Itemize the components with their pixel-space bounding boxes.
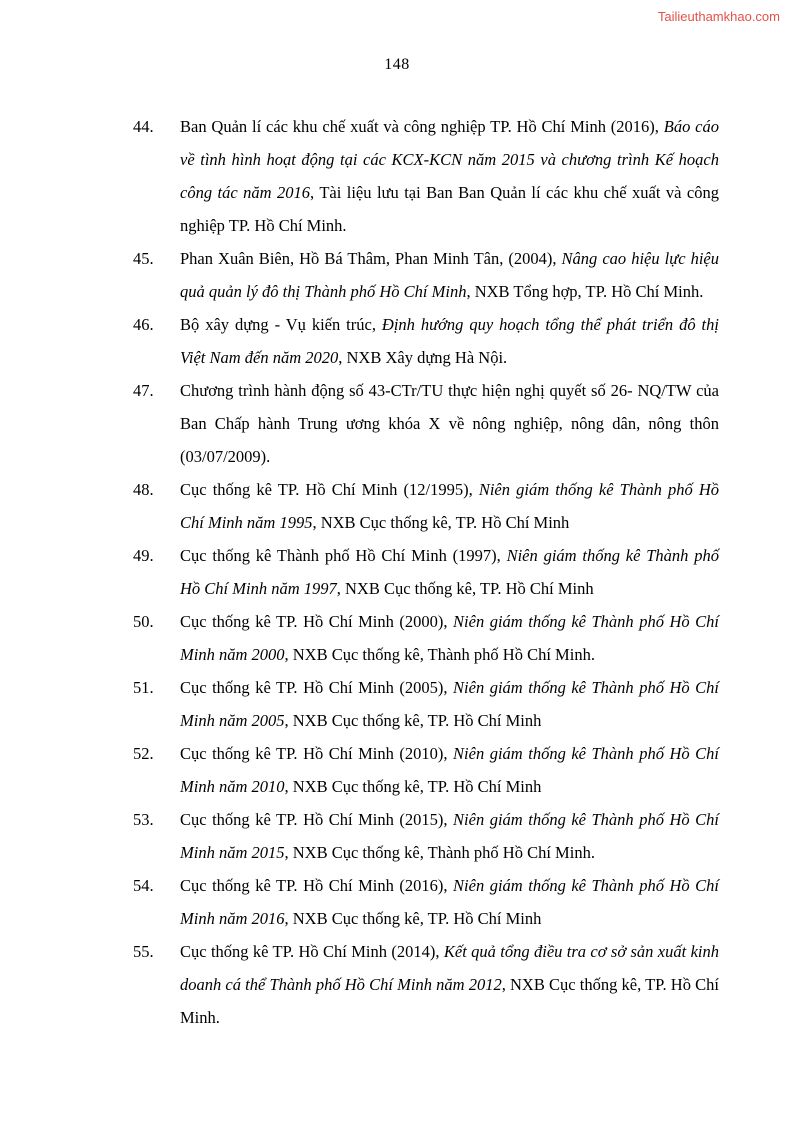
reference-title-italic: Niên giám thống kê Thành phố Hồ Chí Minh năm 1997 (180, 546, 720, 598)
reference-text-segment: , NXB Cục thống kê, TP. Hồ Chí Minh (284, 777, 542, 796)
reference-title-italic: Niên giám thống kê Thành phố Hồ Chí Minh năm 1995 (180, 480, 719, 532)
reference-text-segment: , NXB Cục thống kê, TP. Hồ Chí Minh (312, 513, 570, 532)
reference-text (180, 110, 719, 242)
reference-number: 53. (133, 810, 154, 829)
reference-number: 52. (133, 744, 154, 763)
reference-number: 55. (133, 942, 154, 961)
reference-text-segment: , NXB Cục thống kê, Thành phố Hồ Chí Minh. (284, 843, 595, 862)
reference-number: 45. (133, 249, 154, 268)
reference-text (180, 803, 719, 869)
reference-item (133, 374, 719, 473)
reference-list (133, 110, 719, 1034)
reference-text (180, 539, 719, 605)
reference-text (180, 605, 719, 671)
reference-text-segment: , NXB Cục thống kê, Thành phố Hồ Chí Minh. (284, 645, 595, 664)
reference-item (133, 869, 719, 935)
reference-title-italic: Nâng cao hiệu lực hiệu quả quản lý đô thị Thành phố Hồ Chí Minh (180, 249, 719, 301)
reference-title-italic: Niên giám thống kê Thành phố Hồ Chí Minh năm 2015 (180, 810, 719, 862)
reference-text-segment: Cục thống kê TP. Hồ Chí Minh (12/1995), (180, 480, 479, 499)
reference-text-segment: Cục thống kê Thành phố Hồ Chí Minh (1997), (180, 546, 507, 565)
reference-text-segment: Cục thống kê TP. Hồ Chí Minh (2000), (180, 612, 454, 631)
reference-text-segment: , NXB Cục thống kê, TP. Hồ Chí Minh (284, 711, 542, 730)
reference-text-segment: Cục thống kê TP. Hồ Chí Minh (2016), (180, 876, 454, 895)
reference-number: 50. (133, 612, 154, 631)
reference-text (180, 374, 719, 473)
reference-item (133, 110, 719, 242)
reference-text (180, 308, 719, 374)
reference-title-italic: Kết quả tổng điều tra cơ sở sản xuất kinh doanh cá thể Thành phố Hồ Chí Minh năm 2012 (180, 942, 719, 994)
reference-item (133, 473, 719, 539)
reference-text-segment: Chương trình hành động số 43-CTr/TU thực hiện nghị quyết số 26- NQ/TW của Ban Chấp hành Trung ương khóa X về nông nghiệp, nông dân, nông thôn (03/07/2009). (180, 381, 719, 466)
reference-text (180, 242, 719, 308)
reference-title-italic: Niên giám thống kê Thành phố Hồ Chí Minh năm 2010 (180, 744, 719, 796)
reference-number: 44. (133, 117, 154, 136)
reference-title-italic: Báo cáo về tình hình hoạt động tại các KCX-KCN năm 2015 và chương trình Kế hoạch công tác năm 2016 (180, 117, 719, 202)
reference-number: 49. (133, 546, 154, 565)
reference-item (133, 605, 719, 671)
reference-text-segment: , NXB Cục thống kê, TP. Hồ Chí Minh. (180, 975, 719, 1027)
reference-item (133, 803, 719, 869)
reference-title-italic: Niên giám thống kê Thành phố Hồ Chí Minh năm 2000 (180, 612, 719, 664)
reference-text-segment: Cục thống kê TP. Hồ Chí Minh (2005), (180, 678, 454, 697)
reference-text (180, 935, 719, 1034)
reference-number: 51. (133, 678, 154, 697)
reference-text-segment: , NXB Xây dựng Hà Nội. (338, 348, 508, 367)
reference-title-italic: Niên giám thống kê Thành phố Hồ Chí Minh năm 2005 (180, 678, 719, 730)
reference-item (133, 737, 719, 803)
reference-item (133, 671, 719, 737)
reference-text (180, 737, 719, 803)
reference-text-segment: Cục thống kê TP. Hồ Chí Minh (2015), (180, 810, 454, 829)
reference-text-segment: Bộ xây dựng - Vụ kiến trúc, (180, 315, 382, 334)
page-number: 148 (384, 56, 410, 73)
reference-text-segment: Ban Quản lí các khu chế xuất và công nghiệp TP. Hồ Chí Minh (2016), (180, 117, 664, 136)
reference-text (180, 473, 719, 539)
reference-text-segment: Phan Xuân Biên, Hồ Bá Thâm, Phan Minh Tân, (2004), (180, 249, 562, 268)
watermark-link[interactable]: Tailieuthamkhao.com (657, 9, 780, 24)
reference-text-segment: , NXB Tổng hợp, TP. Hồ Chí Minh. (466, 282, 704, 301)
reference-text-segment: , NXB Cục thống kê, TP. Hồ Chí Minh (284, 909, 542, 928)
reference-text (180, 869, 719, 935)
reference-title-italic: Định hướng quy hoạch tổng thể phát triển đô thị Việt Nam đến năm 2020 (180, 315, 719, 367)
reference-item (133, 935, 719, 1034)
reference-item (133, 308, 719, 374)
reference-text-segment: , Tài liệu lưu tại Ban Ban Quản lí các khu chế xuất và công nghiệp TP. Hồ Chí Minh. (180, 183, 720, 235)
reference-text-segment: Cục thống kê TP. Hồ Chí Minh (2010), (180, 744, 454, 763)
reference-title-italic: Niên giám thống kê Thành phố Hồ Chí Minh năm 2016 (180, 876, 719, 928)
reference-text (180, 671, 719, 737)
reference-number: 48. (133, 480, 154, 499)
reference-number: 47. (133, 381, 154, 400)
reference-item (133, 539, 719, 605)
reference-text-segment: Cục thống kê TP. Hồ Chí Minh (2014), (180, 942, 444, 961)
reference-item (133, 242, 719, 308)
reference-number: 54. (133, 876, 154, 895)
reference-number: 46. (133, 315, 154, 334)
reference-text-segment: , NXB Cục thống kê, TP. Hồ Chí Minh (336, 579, 594, 598)
